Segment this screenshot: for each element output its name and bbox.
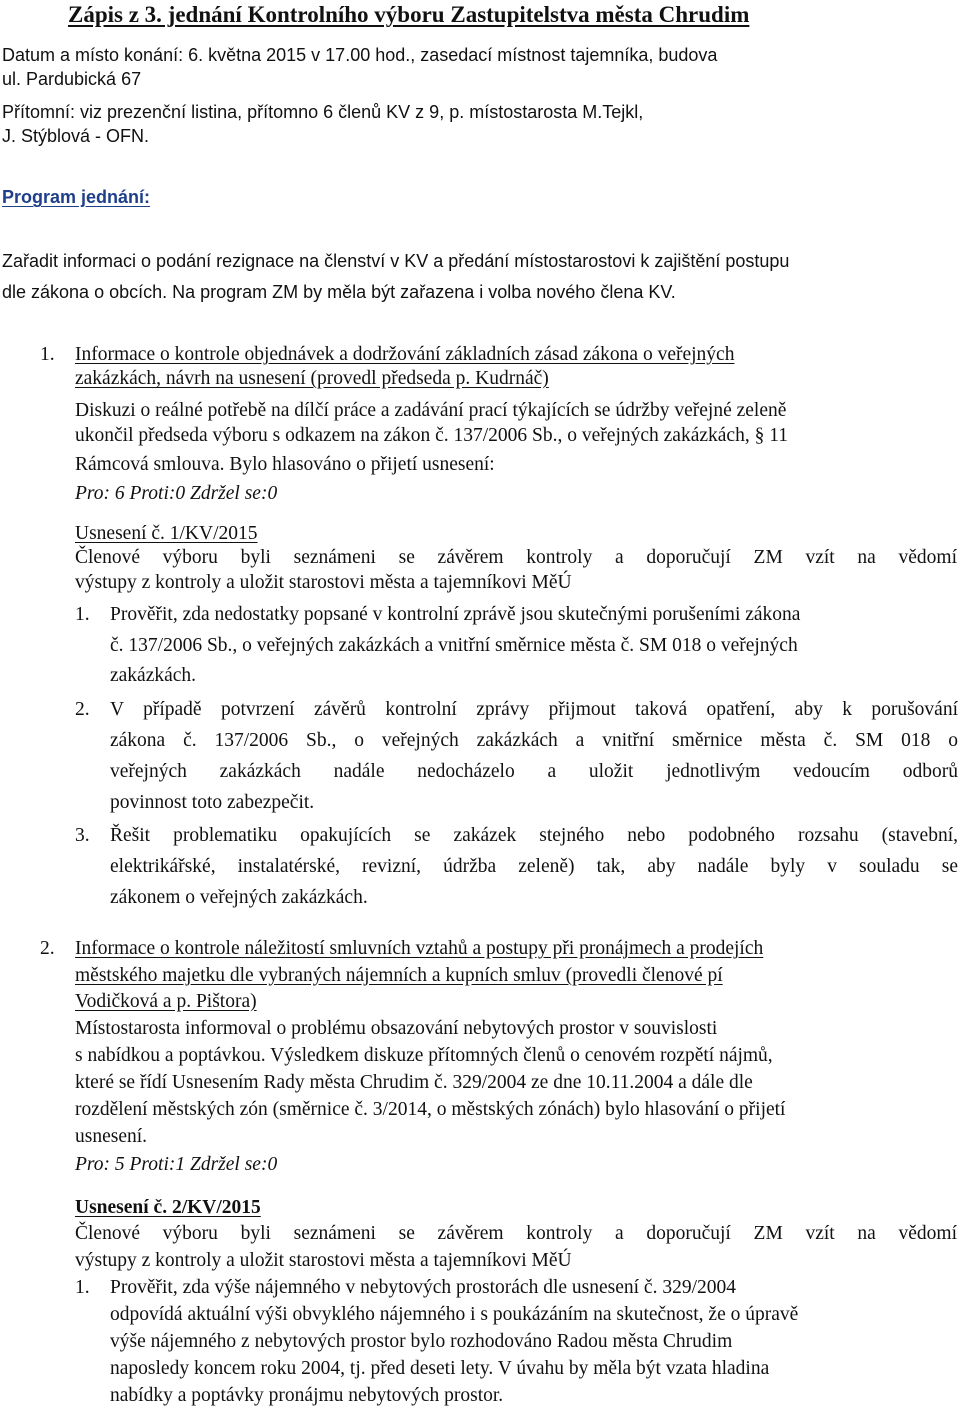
point-number: 2.: [75, 699, 90, 720]
point-text: elektrikářské, instalatérské, revizní, údržba zeleně) tak, aby nadále byly v souladu se: [110, 856, 958, 877]
document-title: Zápis z 3. jednání Kontrolního výboru Zastupitelstva města Chrudim: [68, 2, 750, 27]
point-text: č. 137/2006 Sb., o veřejných zakázkách a vnitřní směrnice města č. SM 018 o veřejných: [110, 635, 798, 656]
point-text: zákonem o veřejných zakázkách.: [110, 887, 368, 908]
point-number: 3.: [75, 825, 90, 846]
item-number: 2.: [40, 938, 55, 959]
item-heading: Informace o kontrole objednávek a dodržování základních zásad zákona o veřejných: [75, 344, 735, 365]
item-body: Diskuzi o reálné potřebě na dílčí práce a zadávání prací týkajících se údržby veřejné zeleně: [75, 400, 787, 421]
vote-result: Pro: 6 Proti:0 Zdržel se:0: [75, 483, 278, 504]
item-body: s nabídkou a poptávkou. Výsledkem diskuze přítomných členů o cenovém rozpětí nájmů,: [75, 1045, 773, 1066]
item-body: ukončil předseda výboru s odkazem na zákon č. 137/2006 Sb., o veřejných zakázkách, § 11: [75, 425, 788, 446]
point-text: veřejných zakázkách nadále nedocházelo a uložit jednotlivým vedoucím odborů: [110, 761, 958, 782]
item-body: které se řídí Usnesením Rady města Chrudim č. 329/2004 ze dne 10.11.2004 a dále dle: [75, 1072, 753, 1093]
attendees-line: J. Stýblová - OFN.: [2, 126, 150, 146]
point-text: Řešit problematiku opakujících se zakázek stejného nebo podobného rozsahu (stavební,: [110, 825, 958, 846]
resolution-intro: výstupy z kontroly a uložit starostovi města a tajemníkovi MěÚ: [75, 572, 572, 593]
resolution-heading: Usnesení č. 2/KV/2015: [75, 1197, 261, 1218]
point-number: 1.: [75, 604, 90, 625]
meeting-info-line: Datum a místo konání: 6. května 2015 v 17.00 hod., zasedací místnost tajemníka, budova: [2, 45, 718, 65]
meeting-info-line: ul. Pardubická 67: [2, 69, 142, 89]
resolution-intro: výstupy z kontroly a uložit starostovi města a tajemníkovi MěÚ: [75, 1250, 572, 1271]
point-number: 1.: [75, 1277, 90, 1298]
point-text: V případě potvrzení závěrů kontrolní zprávy přijmout taková opatření, aby k porušování: [110, 699, 958, 720]
point-text: povinnost toto zabezpečit.: [110, 792, 315, 813]
program-heading: Program jednání:: [2, 187, 151, 207]
point-text: naposledy koncem roku 2004, tj. před deseti lety. V úvahu by měla být vzata hladina: [110, 1358, 770, 1379]
item-heading: zakázkách, návrh na usnesení (provedl předseda p. Kudrnáč): [75, 368, 549, 389]
point-text: zakázkách.: [110, 665, 197, 686]
attendees-line: Přítomní: viz prezenční listina, přítomno 6 členů KV z 9, p. místostarosta M.Tejkl,: [2, 102, 644, 122]
point-text: Prověřit, zda nedostatky popsané v kontrolní zprávě jsou skutečnými porušeními zákona: [110, 604, 801, 625]
resolution-heading: Usnesení č. 1/KV/2015: [75, 523, 258, 544]
item-heading: Informace o kontrole náležitostí smluvních vztahů a postupy při pronájmech a prodejích: [75, 938, 764, 959]
item-body: rozdělení městských zón (směrnice č. 3/2014, o městských zónách) bylo hlasování o přijetí: [75, 1099, 786, 1120]
item-heading: Vodičková a p. Pištora): [75, 991, 257, 1012]
resolution-intro: Členové výboru byli seznámeni se závěrem kontroly a doporučují ZM vzít na vědomí: [75, 547, 957, 568]
item-body: Místostarosta informoval o problému obsazování nebytových prostor v souvislosti: [75, 1018, 718, 1039]
program-text: dle zákona o obcích. Na program ZM by měla být zařazena i volba nového člena KV.: [2, 282, 676, 302]
item-body: Rámcová smlouva. Bylo hlasováno o přijetí usnesení:: [75, 454, 495, 475]
point-text: zákona č. 137/2006 Sb., o veřejných zakázkách a vnitřní směrnice města č. SM 018 o: [110, 730, 958, 751]
point-text: výše nájemného z nebytových prostor bylo rozhodováno Radou města Chrudim: [110, 1331, 733, 1352]
program-text: Zařadit informaci o podání rezignace na členství v KV a předání místostarostovi k zajištění postupu: [2, 251, 790, 271]
point-text: nabídky a poptávky pronájmu nebytových prostor.: [110, 1385, 504, 1406]
item-number: 1.: [40, 344, 55, 365]
vote-result: Pro: 5 Proti:1 Zdržel se:0: [75, 1154, 278, 1175]
point-text: odpovídá aktuální výši obvyklého nájemného i s poukázáním na skutečnost, že o úpravě: [110, 1304, 799, 1325]
item-heading: městského majetku dle vybraných nájemních a kupních smluv (provedli členové pí: [75, 965, 723, 986]
resolution-intro: Členové výboru byli seznámeni se závěrem kontroly a doporučují ZM vzít na vědomí: [75, 1223, 957, 1244]
item-body: usnesení.: [75, 1126, 148, 1147]
point-text: Prověřit, zda výše nájemného v nebytových prostorách dle usnesení č. 329/2004: [110, 1277, 737, 1298]
